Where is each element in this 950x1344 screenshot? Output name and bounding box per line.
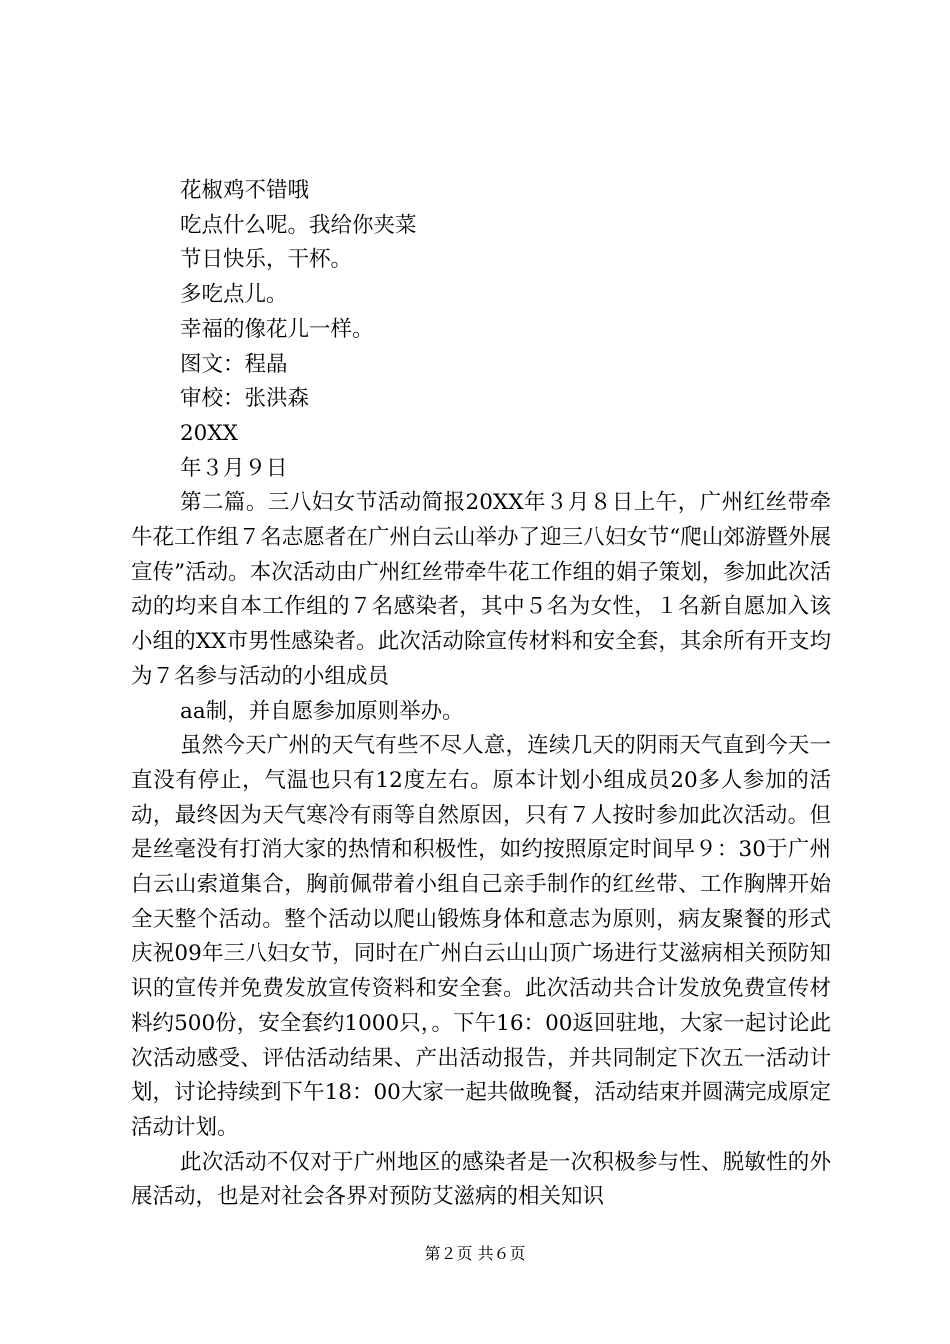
text-line: 花椒鸡不错哦: [180, 178, 310, 203]
paragraph-aa-note: aa制，并自愿参加原则举办。: [180, 698, 464, 724]
text-line: 幸福的像花儿一样。: [180, 316, 374, 342]
text-line: 20XX: [180, 420, 238, 446]
text-line: 审校：张洪森: [180, 386, 310, 412]
paragraph-section-two: 第二篇。三八妇女节活动简报20XX年３月８日上午，广州红丝带牵牛花工作组７名志愿者在广州白云山举办了迎三八妇女节“爬山郊游暨外展宣传”活动。本次活动由广州红丝带牵牛花工作组的娟子策划，参加此次活动的均来自本工作组的７名感染者，其中５名为女性，１名新自愿加入该小组的XX市男性感染者。此次活动除宣传材料和安全套，其余所有开支均为７名参与活动的小组成员: [131, 490, 831, 689]
text-line: 吃点什么呢。我给你夹菜: [180, 212, 417, 238]
document-body: [131, 174, 831, 1215]
text-line: 图文：程晶: [180, 351, 288, 377]
text-line: 年３月９日: [180, 455, 288, 481]
text-line: 多吃点儿。: [180, 282, 288, 308]
paragraph-activity-details: 虽然今天广州的天气有些不尽人意，连续几天的阴雨天气直到今天一直没有停止，气温也只有12度左右。原本计划小组成员20多人参加的活动，最终因为天气寒冷有雨等自然原因，只有７人按时参加此次活动。但是丝毫没有打消大家的热情和积极性，如约按照原定时间早９：30于广州白云山索道集合，胸前佩带着小组自己亲手制作的红丝带、工作胸牌开始全天整个活动。整个活动以爬山锻炼身体和意志为原则，病友聚餐的形式庆祝09年三八妇女节，同时在广州白云山山顶广场进行艾滋病相关预防知识的宣传并免费发放宣传资料和安全套。此次活动共合计发放免费宣传材料约500份，安全套约1000只，。下午16：00返回驻地，大家一起讨论此次活动感受、评估活动结果、产出活动报告，并共同制定下次五一活动计划，讨论持续到下午18：00大家一起共做晚餐，活动结束并圆满完成原定活动计划。: [131, 733, 831, 1140]
paragraph-significance: 此次活动不仅对于广州地区的感染者是一次积极参与性、脱敏性的外展活动，也是对社会各界对预防艾滋病的相关知识: [131, 1149, 831, 1210]
page-footer: 第２页 共６页: [424, 1244, 526, 1263]
text-line: 节日快乐，干杯。: [180, 247, 353, 273]
